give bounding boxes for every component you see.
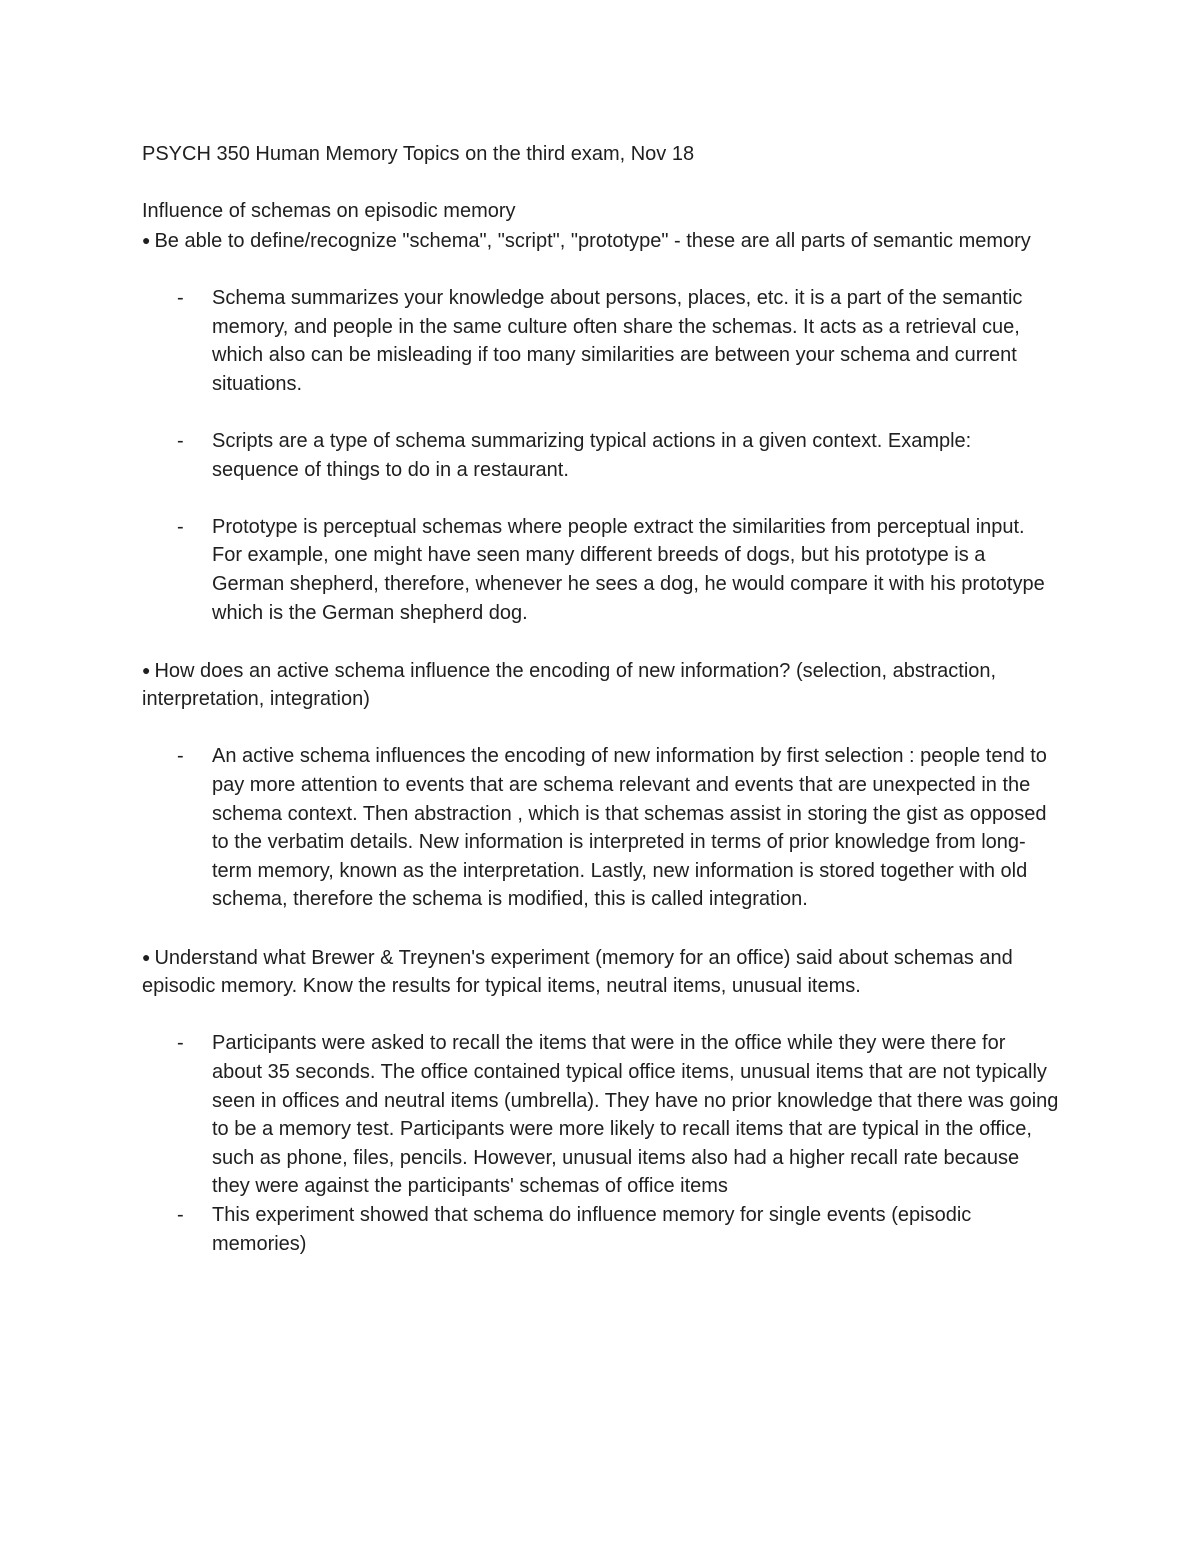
answer-item: [142, 284, 1060, 398]
answer-item: [142, 513, 1060, 627]
answer-text: Schema summarizes your knowledge about persons, places, etc. it is a part of the semantic memory, and people in the same culture often share the schemas. It acts as a retrieval cue, which also can be misleading if too many similarities are between your schema and current situations.: [212, 286, 1023, 395]
bullet-icon: ●: [142, 231, 151, 248]
section-heading: Influence of schemas on episodic memory: [142, 200, 516, 223]
answer-item: [142, 427, 1060, 484]
question-1: [142, 226, 1060, 256]
answer-item: [142, 1029, 1060, 1201]
answer-text: Participants were asked to recall the items that were in the office while they were there for about 35 seconds. The office contained typical office items, unusual items that are not typically seen in offices and neutral items (umbrella). They have no prior knowledge that there was going to be a memory test. Participants were more likely to recall items that are typical in the office, such as phone, files, pencils. However, unusual items also had a higher recall rate because they were against the participants' schemas of office items: [212, 1032, 1059, 1198]
spacer: [142, 714, 1060, 743]
question-text: How does an active schema influence the encoding of new information? (selection, abstraction, interpretation, integration): [142, 659, 997, 711]
answer-list: [142, 1029, 1060, 1258]
answer-list: [142, 742, 1060, 914]
dash-marker: -: [177, 429, 184, 452]
answer-text: This experiment showed that schema do influence memory for single events (episodic memories): [212, 1203, 972, 1255]
bullet-icon: ●: [142, 948, 151, 965]
question-2: [142, 656, 1060, 714]
dash-marker: -: [177, 286, 184, 309]
question-3: [142, 943, 1060, 1001]
answer-item: [142, 742, 1060, 914]
spacer: [142, 255, 1060, 284]
answer-text: An active schema influences the encoding of new information by first selection : people tend to pay more attention to events that are schema relevant and events that are unexpected in the schema context. Then abstraction , which is that schemas assist in storing the gist as opposed to the verbatim details. New information is interpreted in terms of prior knowledge from long-term memory, known as the interpretation. Lastly, new information is stored together with old schema, therefore the schema is modified, this is called integration.: [212, 745, 1047, 911]
dash-marker: -: [177, 1203, 184, 1226]
document-title: PSYCH 350 Human Memory Topics on the third exam, Nov 18: [142, 143, 695, 165]
answer-text: Scripts are a type of schema summarizing typical actions in a given context. Example: sequence of things to do in a restaurant.: [212, 429, 972, 481]
dash-marker: -: [177, 745, 184, 768]
question-text: Understand what Brewer & Treynen's experiment (memory for an office) said about schemas and episodic memory. Know the results for typical items, neutral items, unusual items.: [142, 946, 1013, 998]
dash-marker: -: [177, 515, 184, 538]
spacer: [142, 169, 1060, 198]
spacer: [142, 1001, 1060, 1030]
answer-item: [142, 1201, 1060, 1258]
bullet-icon: ●: [142, 661, 151, 678]
dash-marker: -: [177, 1032, 184, 1055]
answer-text: Prototype is perceptual schemas where people extract the similarities from perceptual input. For example, one might have seen many different breeds of dogs, but his prototype is a German shepherd, therefore, whenever he sees a dog, he would compare it with his prototype which is the German shepherd dog.: [212, 515, 1045, 624]
answer-list: [142, 284, 1060, 627]
question-text: Be able to define/recognize "schema", "script", "prototype" - these are all parts of semantic memory: [154, 229, 1031, 252]
